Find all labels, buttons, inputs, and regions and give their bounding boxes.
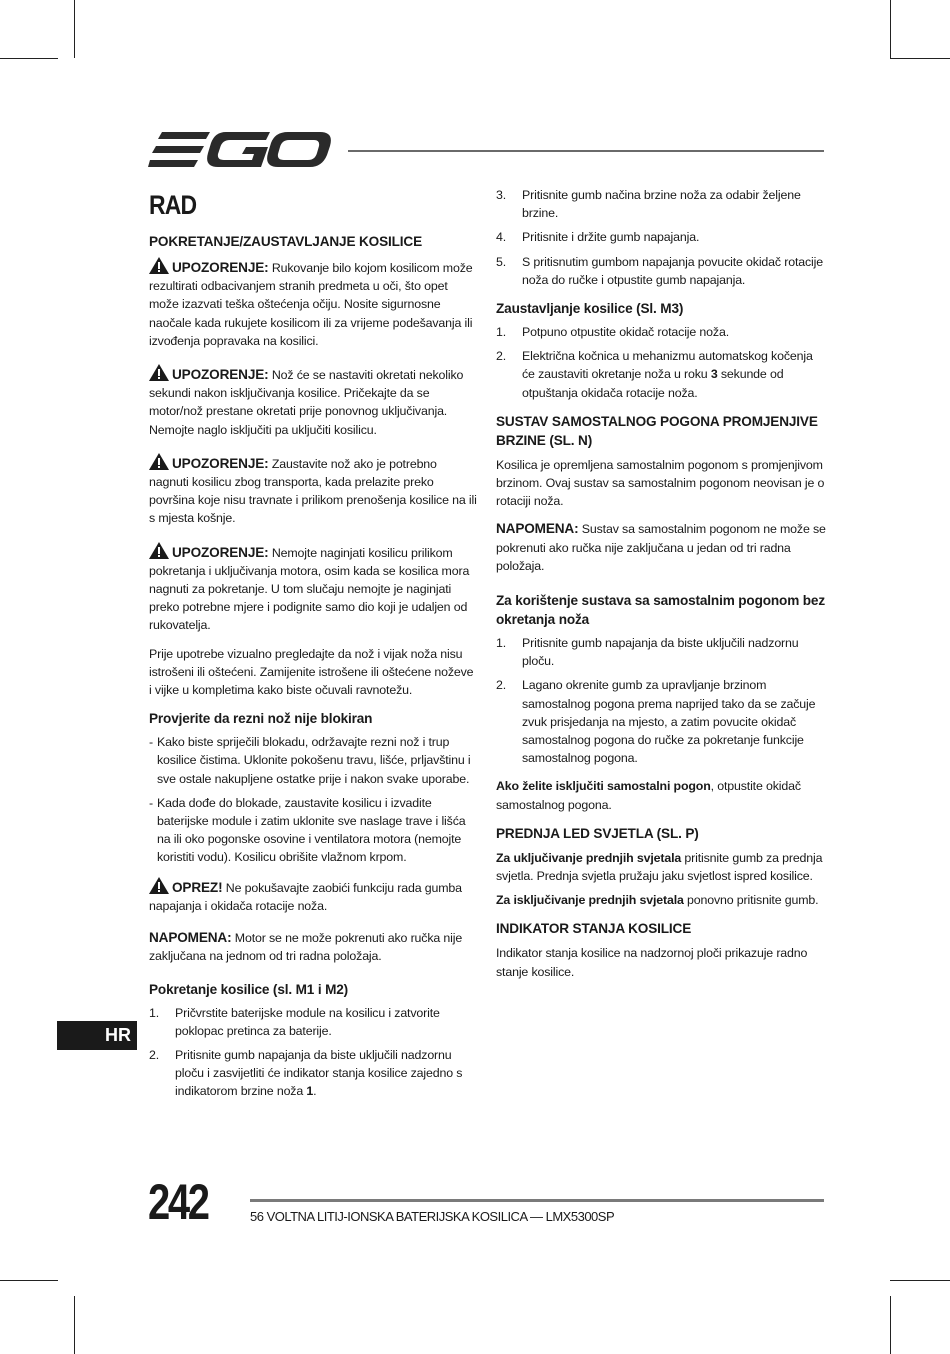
led-off-paragraph: Za isključivanje prednjih svjetala ponovno pritisnite gumb. xyxy=(496,893,819,908)
start-steps-continued xyxy=(496,186,826,289)
header-rule xyxy=(348,150,824,152)
warning-icon xyxy=(149,453,169,470)
warning-block xyxy=(149,542,479,635)
note-label: NAPOMENA: xyxy=(149,930,232,946)
note-text: Sustav sa samostalnim pogonom ne može se pokrenuti ako ručka nije zaključana u jedan od tri radna položaja. xyxy=(496,522,826,573)
caution-block xyxy=(149,877,479,915)
disable-paragraph: Ako želite isključiti samostalni pogon, otpustite okidač samostalnog pogona. xyxy=(496,779,801,812)
footer-rule xyxy=(250,1199,824,1202)
list-item: - Kako biste spriječili blokadu, održavajte rezni nož i trup kosilice čistima. Uklonite pokošenu travu, lišće, prljavštinu i sve ostale nakupljene ostatke prije i nakon svake uporabe. xyxy=(149,735,471,786)
step-bold: 1 xyxy=(306,1084,314,1099)
step-text: Potpuno otpustite okidač rotacije noža. xyxy=(522,325,729,340)
crop-mark xyxy=(890,58,950,59)
list-item-text: Kako biste spriječili blokadu, održavajte rezni nož i trup kosilice čistima. Uklonite pokošenu travu, lišće, prljavštinu i sve ostale nakupljene ostatke prije i nakon svake uporabe. xyxy=(157,735,471,786)
crop-mark xyxy=(74,1296,75,1354)
list-item: 1. Pritisnite gumb napajanja da biste uključili nadzornu ploču. xyxy=(496,636,799,669)
language-tab: HR xyxy=(57,1021,137,1050)
crop-mark xyxy=(890,1296,891,1354)
ego-logo xyxy=(148,128,332,172)
led-heading: PREDNJA LED SVJETLA (SL. P) xyxy=(496,825,699,841)
list-item: - Kada dođe do blokade, zaustavite kosilicu i izvadite baterijske module i zatim uklonite sve naslage trave i lišća na ili oko pogonske osovine i ventilatora motora (nemojte koristiti vodu). Kosilicu obrišite vlažnom krpom. xyxy=(149,795,466,865)
step-bold: 3 xyxy=(710,367,718,382)
note-block xyxy=(496,520,826,575)
stop-heading: Zaustavljanje kosilice (Sl. M3) xyxy=(496,301,684,317)
warning-text: Rukovanje bilo kojom kosilicom može rezultirati odbacivanjem stranih predmeta u oči, što opet može izazvati teška oštećenja očiju. Nosite sigurnosne naočale kada rukujete kosilicom ili za vrijeme podešavanja ili izvođenja popravaka na kosilici. xyxy=(149,261,473,348)
right-column xyxy=(496,186,826,991)
crop-mark xyxy=(890,0,891,58)
list-item: 3. Pritisnite gumb načina brzine noža za odabir željene brzine. xyxy=(496,188,801,221)
warning-icon xyxy=(149,364,169,381)
list-item: 2. Lagano okrenite gumb za upravljanje brzinom samostalnog pogona prema naprijed tako da se začuje zvuk prisjedanja na mjesto, a zatim povucite okidač samostalnog pogona do ručke za pokretanje funkcije samostalnog pogona. xyxy=(496,678,816,766)
warning-label: UPOZORENJE: xyxy=(172,260,269,275)
start-steps xyxy=(149,1004,479,1101)
crop-mark xyxy=(74,0,75,58)
page-number: 242 xyxy=(148,1174,208,1230)
warning-block xyxy=(149,453,479,528)
step-text: Električna kočnica u mehanizmu automatskog kočenja će zaustaviti okretanje noža u roku xyxy=(522,349,813,382)
warning-label: UPOZORENJE: xyxy=(172,544,269,560)
step-text: Pritisnite gumb napajanja da biste uključili nadzornu ploču. xyxy=(522,636,799,669)
list-item: 5. S pritisnutim gumbom napajanja povucite okidač rotacije noža do ručke i otpustite gumb napajanja. xyxy=(496,254,823,287)
note-block xyxy=(149,929,479,965)
start-heading: Pokretanje kosilice (sl. M1 i M2) xyxy=(149,981,349,997)
section-heading: POKRETANJE/ZAUSTAVLJANJE KOSILICE xyxy=(149,234,422,249)
stop-steps xyxy=(496,323,826,402)
use-steps xyxy=(496,634,826,767)
crop-mark xyxy=(0,1280,58,1281)
warning-icon xyxy=(149,877,169,894)
warning-text: Nemojte naginjati kosilicu prilikom pokretanja i uključivanja motora, osim kada se kosilica mora nagnuti za pokretanje. U tom slučaju nemojte je naginjati preko potrebne mjere i podignite samo dio koji je udaljen od rukovatelja. xyxy=(149,545,470,633)
crop-mark xyxy=(890,1280,950,1281)
left-column xyxy=(149,186,479,1111)
led-on-paragraph: Za uključivanje prednjih svjetala pritisnite gumb za prednja svjetla. Prednja svjetla pružaju jaku svjetlost ispred kosilice. xyxy=(496,850,823,884)
warning-block xyxy=(149,257,479,350)
warning-label: UPOZORENJE: xyxy=(172,367,269,383)
list-item-text: Kada dođe do blokade, zaustavite kosilicu i izvadite baterijske module i zatim uklonite sve naslage trave i lišća na ili oko pogonske osovine i ventilatora motora (nemojte koristiti vodu). Kosilicu obrišite vlažnom krpom. xyxy=(157,795,466,865)
step-text: S pritisnutim gumbom napajanja povucite okidač rotacije noža do ručke i otpustite gumb napajanja. xyxy=(522,254,823,287)
step-text: Lagano okrenite gumb za upravljanje brzinom samostalnog pogona prema naprijed tako da se začuje zvuk prisjedanja na mjesto, a zatim povucite okidač samostalnog pogona do ručke za pokretanje funkcije samostalnog pogona. xyxy=(522,678,816,766)
step-text: Pritisnite gumb napajanja da biste uključili nadzornu ploču i zasvijetliti će indikator stanja kosilice zajedno s indikatorom brzine noža xyxy=(175,1047,463,1099)
inspection-paragraph: Prije upotrebe vizualno pregledajte da nož i vijak noža nisu istrošeni ili oštećeni. Zamijenite istrošene ili oštećene noževe i vijke u kompletima kako biste očuvali ravnotežu. xyxy=(149,646,474,698)
step-text: Pritisnite i držite gumb napajanja. xyxy=(522,230,700,245)
blocked-list xyxy=(149,733,479,866)
caution-text: Ne pokušavajte zaobići funkciju rada gumba napajanja i okidača rotacije noža. xyxy=(149,880,462,913)
list-item: 1. Potpuno otpustite okidač rotacije noža. xyxy=(496,325,729,340)
blocked-heading: Provjerite da rezni nož nije blokiran xyxy=(149,711,373,727)
step-text: Pričvrstite baterijske module na kosilicu i zatvorite poklopac pretinca za baterije. xyxy=(175,1005,440,1038)
list-item: 1. Pričvrstite baterijske module na kosilicu i zatvorite poklopac pretinca za baterije. xyxy=(149,1005,440,1038)
warning-label: UPOZORENJE: xyxy=(172,455,269,471)
warning-block xyxy=(149,364,479,439)
note-label: NAPOMENA: xyxy=(496,521,579,537)
status-paragraph: Indikator stanja kosilice na nadzornoj ploči prikazuje radno stanje kosilice. xyxy=(496,946,808,979)
list-item: 2. Pritisnite gumb napajanja da biste uključili nadzornu ploču i zasvijetliti će indikator stanja kosilice zajedno s indikatorom brzine noža 1. xyxy=(149,1047,463,1099)
caution-label: OPREZ! xyxy=(172,879,223,895)
warning-text: Zaustavite nož ako je potrebno nagnuti kosilicu zbog transporta, kada prelazite preko površina koje nisu travnate i prilikom prenošenja kosilice na ili s mjesta košnje. xyxy=(149,456,477,526)
step-text: Pritisnite gumb načina brzine noža za odabir željene brzine. xyxy=(522,188,801,221)
note-text: Motor se ne može pokrenuti ako ručka nije zaključana na jednom od tri radna položaja. xyxy=(149,931,463,964)
warning-icon xyxy=(149,542,169,559)
warning-icon xyxy=(149,257,169,274)
list-item: 4. Pritisnite i držite gumb napajanja. xyxy=(496,230,700,245)
drive-heading: SUSTAV SAMOSTALNOG POGONA PROMJENJIVE BRZINE (SL. N) xyxy=(496,413,818,448)
footer-text: 56 VOLTNA LITIJ-IONSKA BATERIJSKA KOSILICA — LMX5300SP xyxy=(250,1209,615,1224)
page-title: RAD xyxy=(149,190,197,220)
drive-paragraph: Kosilica je opremljena samostalnim pogonom s promjenjivom brzinom. Ovaj sustav sa samostalnim pogonom neovisan je o rotaciji noža. xyxy=(496,457,825,509)
crop-mark xyxy=(0,58,58,59)
list-item: 2. Električna kočnica u mehanizmu automatskog kočenja će zaustaviti okretanje noža u roku 3 sekunde od otpuštanja okidača rotacije noža. xyxy=(496,349,813,400)
warning-text: Nož će se nastaviti okretati nekoliko sekundi nakon isključivanja kosilice. Pričekajte da se motor/nož prestane okretati prije ponovnog uključivanja. Nemojte naglo isključiti pa uključiti kosilicu. xyxy=(149,368,464,437)
use-heading: Za korištenje sustava sa samostalnim pogonom bez okretanja noža xyxy=(496,593,825,628)
status-heading: INDIKATOR STANJA KOSILICE xyxy=(496,921,692,937)
